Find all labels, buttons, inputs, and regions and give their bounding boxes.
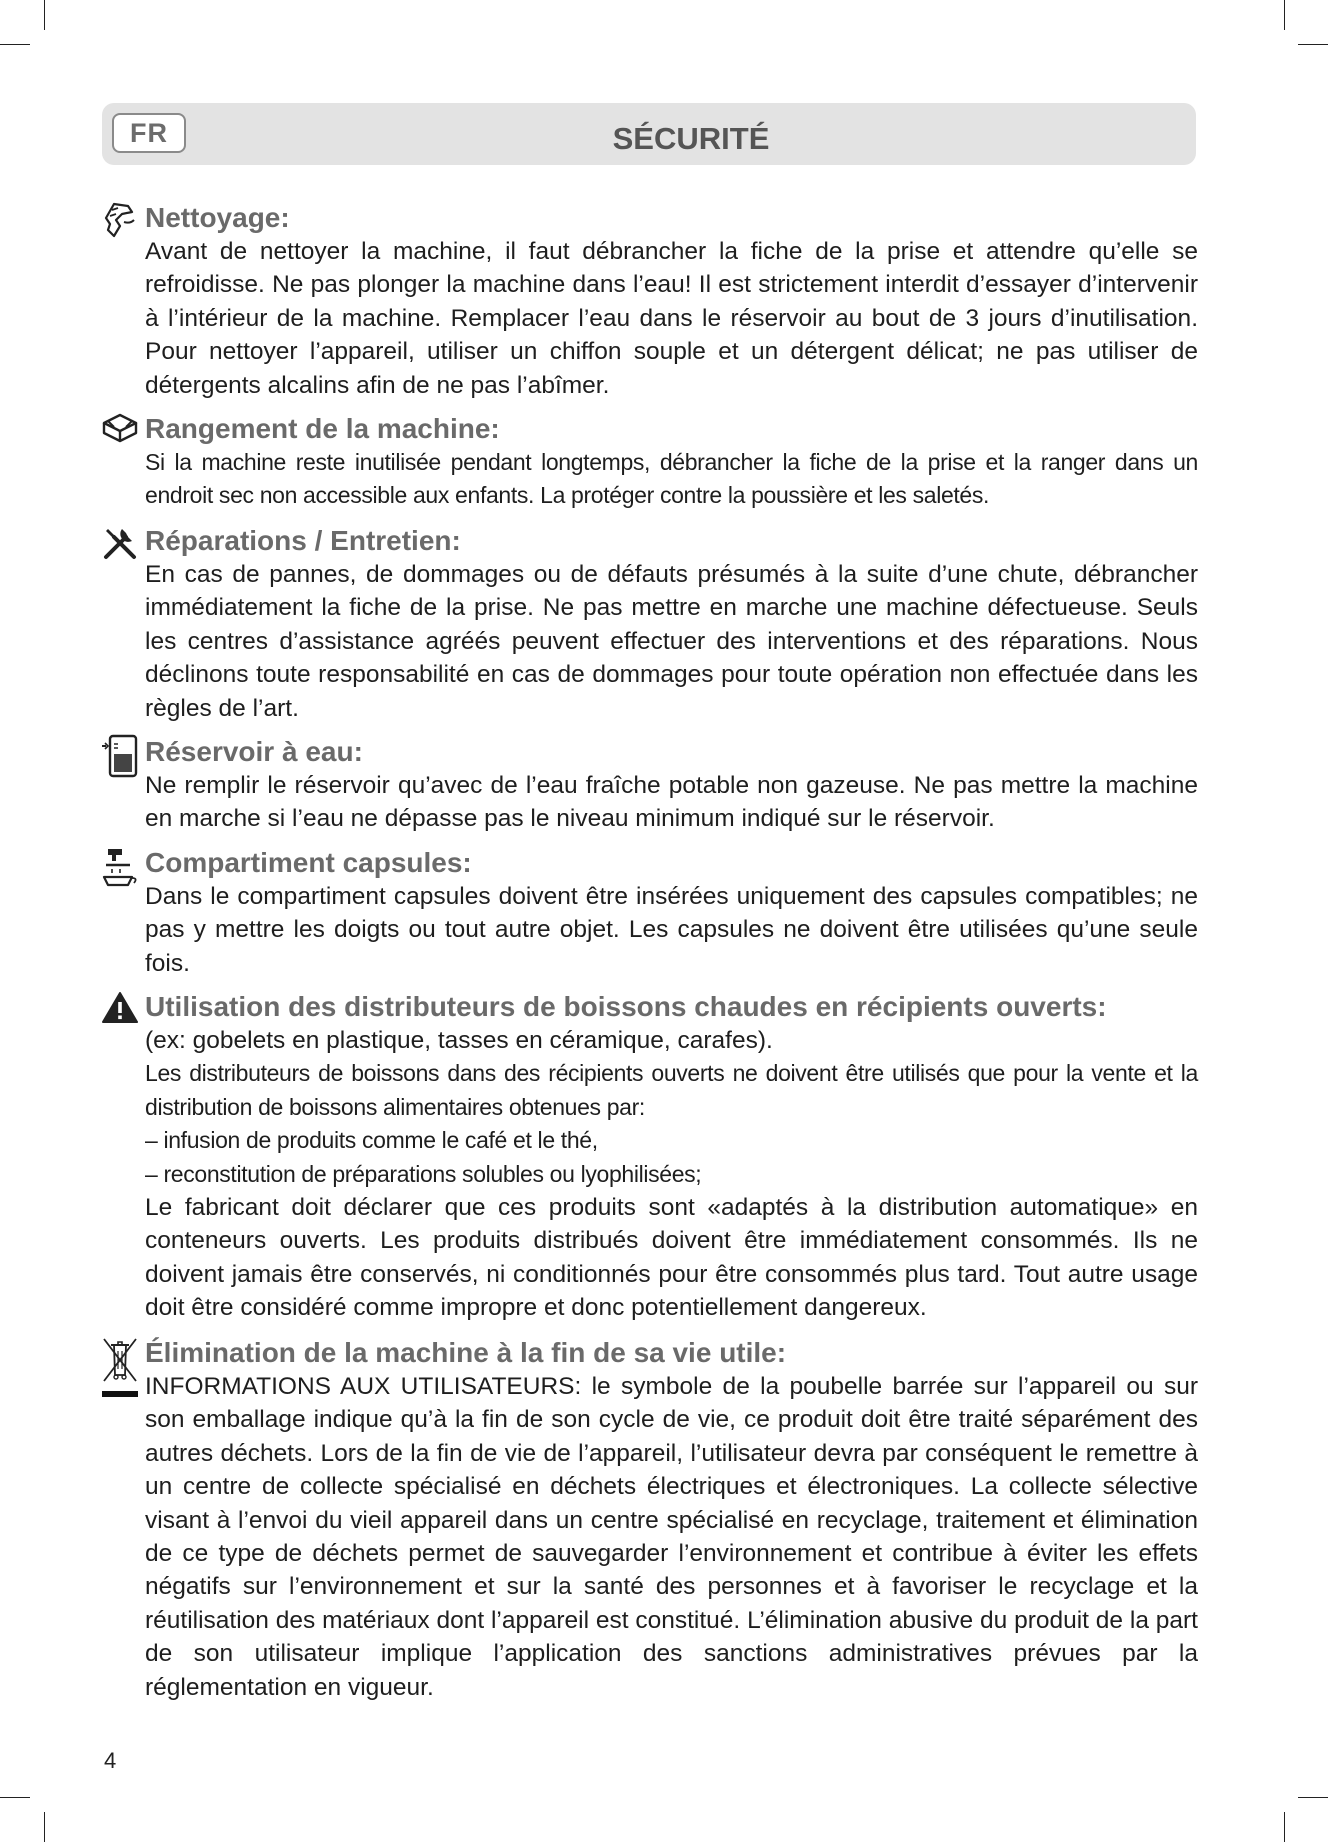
repair-tools-icon	[100, 523, 140, 563]
crop-mark	[1284, 1812, 1285, 1842]
section-title: Compartiment capsules:	[145, 847, 472, 878]
section-paragraph: Dans le compartiment capsules doivent être insérées uniquement des capsules compatibles; ne pas y mettre les doigts ou tout autre objet. Les capsules ne doivent être utilisées qu’une seule fois.	[145, 883, 1198, 977]
page-title: SÉCURITÉ	[612, 121, 770, 156]
section-paragraph: Ne remplir le réservoir qu’avec de l’eau fraîche potable non gazeuse. Ne pas mettre la machine en marche si l’eau ne dépasse pas le niveau minimum indiqué sur le réservoir.	[145, 772, 1198, 833]
storage-box-icon	[100, 411, 140, 451]
section-cleaning	[100, 200, 1198, 402]
section-paragraph: Le fabricant doit déclarer que ces produits sont «adaptés à la distribution automatique» en conteneurs ouverts. Les produits distribués doivent être immédiatement consommés. Ils ne doivent jamais être conservés, ni conditionnés pour être consommés plus tard. Tout autre usage doit être considéré comme impropre et donc potentiellement dangereux.	[145, 1194, 1198, 1322]
section-capsules	[100, 845, 1198, 980]
section-title: Réservoir à eau:	[145, 736, 363, 767]
list-item: – reconstitution de préparations solubles ou lyophilisées;	[145, 1160, 702, 1187]
crop-mark	[44, 1812, 45, 1842]
section-paragraph: INFORMATIONS AUX UTILISATEURS: le symbole de la poubelle barrée sur l’appareil ou sur son emballage indique qu’à la fin de son cycle de vie, ce produit doit être traité séparément des autres déchets. Lors de la fin de vie de l’appareil, l’utilisateur devra par conséquent le remettre à un centre de collecte spécialisé en déchets électriques et électroniques. La collecte sélective visant à l’envoi du vieil appareil dans un centre spécialisé en recyclage, traitement et élimination de ce type de déchets permet de sauvegarder l’environnement et contribue à éviter les effets négatifs sur l’environnement et sur la santé des personnes et à favoriser le recyclage et la réutilisation des matériaux dont l’appareil est constitué. L’élimination abusive du produit de la part de son utilisateur implique l’application des sanctions administratives prévues par la réglementation en vigueur.	[145, 1373, 1198, 1701]
section-header	[102, 103, 1196, 165]
crop-mark	[1298, 1797, 1328, 1798]
crop-mark	[1284, 0, 1285, 30]
crop-mark	[1298, 44, 1328, 45]
warning-triangle-icon	[100, 989, 140, 1029]
section-title: Utilisation des distributeurs de boissons chaudes en récipients ouverts:	[145, 991, 1107, 1022]
section-title: Réparations / Entretien:	[145, 525, 461, 556]
crop-mark	[0, 44, 30, 45]
section-paragraph: (ex: gobelets en plastique, tasses en céramique, carafes).	[145, 1027, 773, 1054]
capsule-compartment-icon	[100, 845, 140, 885]
water-tank-icon	[100, 734, 140, 774]
section-open-container-dispensers	[100, 989, 1198, 1325]
crop-mark	[0, 1797, 30, 1798]
section-water-tank	[100, 734, 1198, 836]
cleaning-icon	[100, 200, 140, 240]
list-item: – infusion de produits comme le café et le thé,	[145, 1127, 598, 1154]
section-paragraph: Avant de nettoyer la machine, il faut débrancher la fiche de la prise et attendre qu’elle se refroidisse. Ne pas plonger la machine dans l’eau! Il est strictement interdit d’essayer d’intervenir à l’intérieur de la machine. Remplacer l’eau dans le réservoir au bout de 3 jours d’inutilisation. Pour nettoyer l’appareil, utiliser un chiffon souple et un détergent délicat; ne pas utiliser de détergents alcalins afin de ne pas l’abîmer.	[145, 238, 1198, 399]
crossed-bin-icon	[100, 1335, 140, 1403]
page-number: 4	[104, 1748, 117, 1773]
crop-mark	[44, 0, 45, 30]
section-paragraph: En cas de pannes, de dommages ou de défauts présumés à la suite d’une chute, débrancher immédiatement la fiche de la prise. Ne pas mettre en marche une machine défectueuse. Seuls les centres d’assistance agréés peuvent effectuer des interventions et des réparations. Nous déclinons toute responsabilité en cas de dommages pour toute opération non effectuée dans les règles de l’art.	[145, 561, 1198, 722]
section-storage	[100, 411, 1198, 513]
section-repairs	[100, 523, 1198, 725]
section-paragraph: Si la machine reste inutilisée pendant longtemps, débrancher la fiche de la prise et la ranger dans un endroit sec non accessible aux enfants. La protéger contre la poussière et les saletés.	[145, 449, 1198, 509]
section-title: Nettoyage:	[145, 202, 290, 233]
section-paragraph: Les distributeurs de boissons dans des récipients ouverts ne doivent être utilisés que pour la vente et la distribution de boissons alimentaires obtenues par:	[145, 1060, 1198, 1120]
language-badge: FR	[112, 113, 186, 153]
section-disposal	[100, 1335, 1198, 1704]
section-title: Rangement de la machine:	[145, 413, 500, 444]
section-title: Élimination de la machine à la fin de sa vie utile:	[145, 1337, 787, 1368]
